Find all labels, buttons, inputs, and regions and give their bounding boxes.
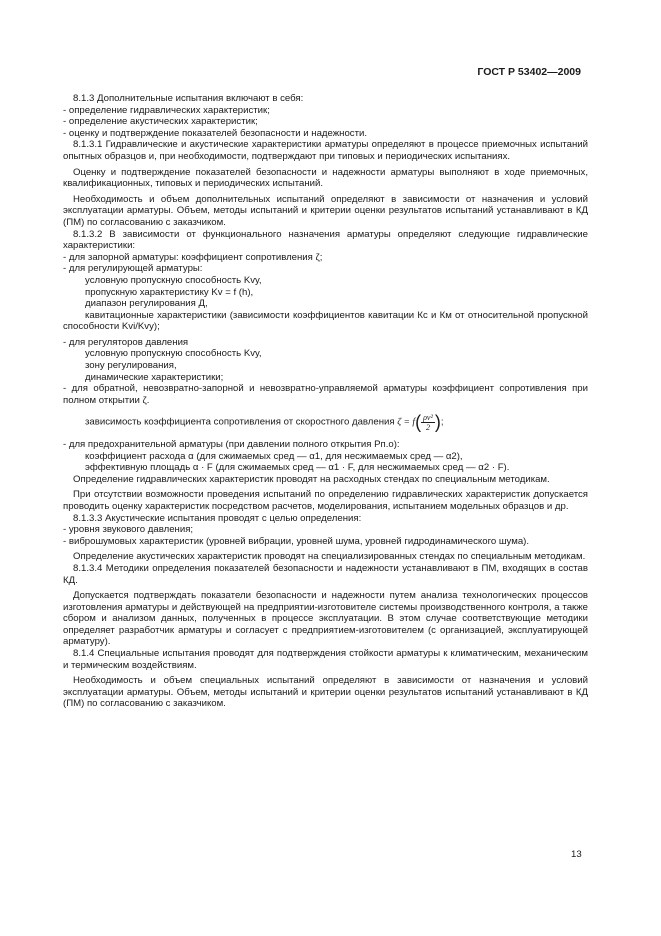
formula-line	[85, 410, 588, 435]
formula-lhs: ζ = f	[397, 416, 416, 428]
list-item: - определение гидравлических характеристик;	[63, 104, 270, 116]
list-subitem: динамические характеристики;	[85, 371, 224, 383]
paragraph: При отсутствии возможности проведения испытаний по определению гидравлических характеристик допускается проводить оценку характеристик посредством расчетов, моделирования, испытанием модельных образцов и др.	[63, 489, 588, 512]
list-item: - для обратной, невозвратно-запорной и невозвратно-управляемой арматуры коэффициент сопротивления при полном открытии ζ.	[63, 383, 588, 406]
section-8-1-3-1: 8.1.3.1 Гидравлические и акустические характеристики арматуры определяют в процессе приемочных испытаний опытных образцов и, при необходимости, подтверждают при типовых и периодических испытаниях.	[63, 139, 588, 162]
list-item: - виброшумовых характеристик (уровней вибрации, уровней шума, уровней гидродинамического шума).	[63, 535, 530, 547]
paragraph: Оценку и подтверждение показателей безопасности и надежности арматуры выполняют в ходе приемочных, квалификационных, типовых и периодических испытаний.	[63, 166, 588, 190]
formula-fraction	[421, 413, 435, 432]
page-number: 13	[571, 849, 582, 860]
formula-text: зависимость коэффициента сопротивления от скоростного давления	[85, 416, 395, 428]
list-subitem: условную пропускную способность Kvу,	[85, 348, 262, 360]
section-8-1-3-3: 8.1.3.3 Акустические испытания проводят с целью определения:	[73, 512, 362, 524]
formula-denominator: 2	[425, 422, 430, 432]
formula-numerator: ρv²	[423, 412, 433, 422]
list-subitem: диапазон регулирования Д,	[85, 298, 208, 310]
paragraph: Необходимость и объем дополнительных испытаний определяют в зависимости от назначения и условий эксплуатации арматуры. Объем, методы испытаний и критерии оценки результатов испытаний устанавливают в КД (ПМ) по согласованию с заказчиком.	[63, 193, 588, 228]
list-subitem: коэффициент расхода α (для сжимаемых сред — α1, для несжимаемых сред — α2),	[85, 450, 463, 462]
formula-tail: ;	[440, 416, 444, 428]
paragraph: Допускается подтверждать показатели безопасности и надежности путем анализа технологических процессов изготовления арматуры и действующей на предприятии-изготовителе системы производственного контроля, а также сбором и анализом данных, полученных в процессе эксплуатации. В этом случае соответствующие методики определяет разработчик арматуры и согласует с предприятием-изготовителем (с организацией, эксплуатирующей арматуру).	[63, 590, 588, 648]
paragraph: Необходимость и объем специальных испытаний определяют в зависимости от назначения и условий эксплуатации арматуры. Объем, методы испытаний и критерии оценки результатов испытаний устанавливают в КД (ПМ) по согласованию с заказчиком.	[63, 675, 588, 710]
list-item: - для регуляторов давления	[63, 336, 189, 348]
list-subitem: условную пропускную способность Kvу,	[85, 274, 262, 286]
section-8-1-4: 8.1.4 Специальные испытания проводят для подтверждения стойкости арматуры к климатическим, механическим и термическим воздействиям.	[63, 648, 588, 671]
list-item: - для предохранительной арматуры (при давлении полного открытия Pп.о):	[63, 438, 400, 450]
paragraph: Определение акустических характеристик проводят на специализированных стендах по специальным методикам.	[73, 551, 586, 563]
list-item: - для регулирующей арматуры:	[63, 263, 203, 275]
list-subitem: зону регулирования,	[85, 360, 177, 372]
list-subitem: пропускную характеристику Kv = f (h),	[85, 286, 254, 298]
section-8-1-3-4: 8.1.3.4 Методики определения показателей безопасности и надежности устанавливают в ПМ, входящих в состав КД.	[63, 562, 588, 586]
list-item: - оценку и подтверждение показателей безопасности и надежности.	[63, 127, 368, 139]
list-subitem: кавитационные характеристики (зависимости коэффициентов кавитации Кс и Км от относительной пропускной способности Kvi/Kvу);	[63, 309, 588, 333]
section-8-1-3-2: 8.1.3.2 В зависимости от функционального назначения арматуры определяют следующие гидравлические характеристики:	[63, 228, 588, 252]
paren-icon: (	[415, 412, 422, 433]
document-body	[63, 93, 588, 710]
document-id: ГОСТ Р 53402—2009	[477, 66, 581, 78]
list-subitem: эффективную площадь α · F (для сжимаемых сред — α1 · F, для несжимаемых сред — α2 · F).	[85, 462, 510, 474]
list-item: - для запорной арматуры: коэффициент сопротивления ζ;	[63, 251, 323, 263]
section-8-1-3: 8.1.3 Дополнительные испытания включают в себя:	[73, 93, 304, 104]
paren-icon: )	[434, 412, 441, 433]
paragraph: Определение гидравлических характеристик проводят на расходных стендах по специальным методикам.	[73, 473, 550, 485]
list-item: - уровня звукового давления;	[63, 524, 194, 536]
list-item: - определение акустических характеристик;	[63, 116, 258, 128]
